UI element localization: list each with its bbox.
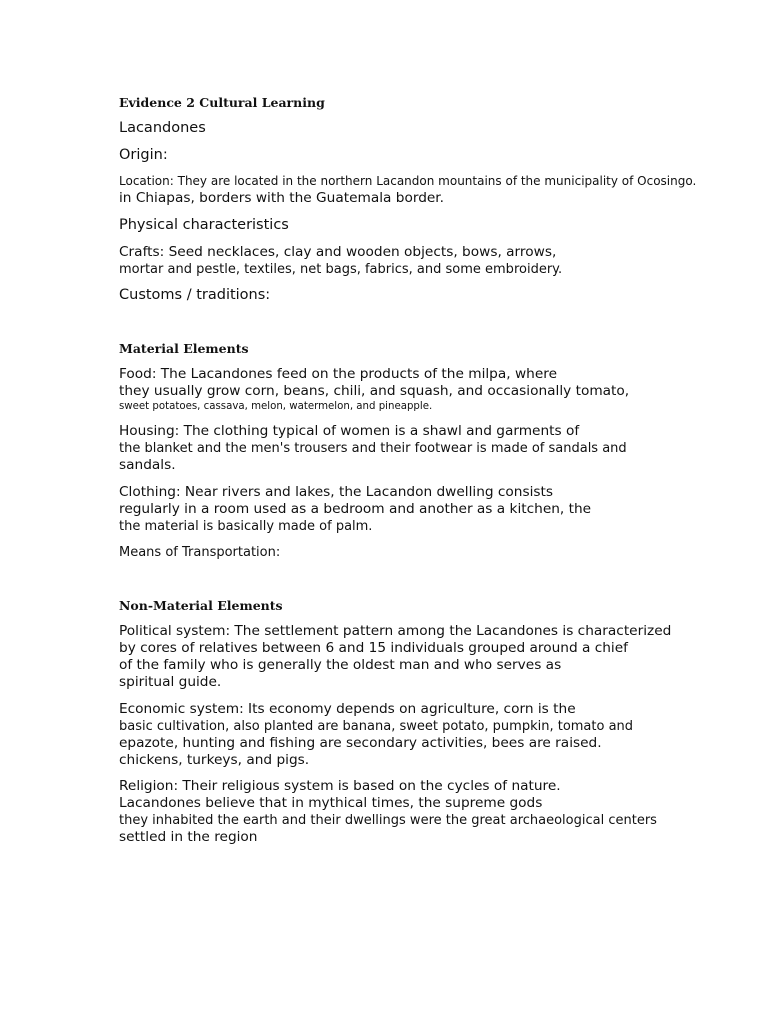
location-paragraph <box>119 173 709 207</box>
political-line: spiritual guide. <box>119 674 222 690</box>
transport-label: Means of Transportation: <box>119 545 281 560</box>
document-title: Evidence 2 Cultural Learning <box>119 95 325 110</box>
non-material-elements-heading: Non-Material Elements <box>119 598 283 613</box>
housing-line: the blanket and the men's trousers and their footwear is made of sandals and <box>119 441 627 456</box>
crafts-line: mortar and pestle, textiles, net bags, fabrics, and some embroidery. <box>119 262 563 277</box>
religion-line: settled in the region <box>119 829 258 845</box>
material-elements-heading: Material Elements <box>119 341 249 356</box>
religion-line: they inhabited the earth and their dwellings were the great archaeological centers <box>119 813 657 828</box>
clothing-line: regularly in a room used as a bedroom and another as a kitchen, the <box>119 501 592 517</box>
economic-line: chickens, turkeys, and pigs. <box>119 752 310 768</box>
physical-characteristics-label: Physical characteristics <box>119 217 289 233</box>
religion-line: Lacandones believe that in mythical times, the supreme gods <box>119 795 543 811</box>
document-page <box>119 94 709 846</box>
religion-line: Religion: Their religious system is based on the cycles of nature. <box>119 778 561 794</box>
economic-line: epazote, hunting and fishing are secondary activities, bees are raised. <box>119 735 602 751</box>
food-line: sweet potatoes, cassava, melon, watermelon, and pineapple. <box>119 401 433 412</box>
housing-line: sandals. <box>119 457 176 473</box>
clothing-line: Clothing: Near rivers and lakes, the Lacandon dwelling consists <box>119 484 554 500</box>
housing-paragraph <box>119 423 709 474</box>
food-paragraph <box>119 366 709 413</box>
political-line: Political system: The settlement pattern among the Lacandones is characterized <box>119 623 672 639</box>
food-line: they usually grow corn, beans, chili, and squash, and occasionally tomato, <box>119 383 630 399</box>
origin-label: Origin: <box>119 147 168 163</box>
economic-line: Economic system: Its economy depends on agriculture, corn is the <box>119 701 576 717</box>
crafts-paragraph <box>119 244 709 278</box>
economic-line: basic cultivation, also planted are banana, sweet potato, pumpkin, tomato and <box>119 719 634 734</box>
crafts-line: Crafts: Seed necklaces, clay and wooden objects, bows, arrows, <box>119 244 557 260</box>
economic-paragraph <box>119 701 709 769</box>
location-line: Location: They are located in the northern Lacandon mountains of the municipality of Ocosingo. <box>119 174 697 188</box>
customs-label: Customs / traditions: <box>119 287 271 303</box>
clothing-line: the material is basically made of palm. <box>119 519 373 534</box>
religion-paragraph <box>119 778 709 846</box>
housing-line: Housing: The clothing typical of women is a shawl and garments of <box>119 423 580 439</box>
group-name: Lacandones <box>119 120 206 136</box>
food-line: Food: The Lacandones feed on the products of the milpa, where <box>119 366 557 382</box>
political-line: by cores of relatives between 6 and 15 individuals grouped around a chief <box>119 640 628 656</box>
location-line: in Chiapas, borders with the Guatemala border. <box>119 190 445 206</box>
political-paragraph <box>119 623 709 691</box>
clothing-paragraph <box>119 484 709 535</box>
political-line: of the family who is generally the oldest man and who serves as <box>119 657 562 673</box>
